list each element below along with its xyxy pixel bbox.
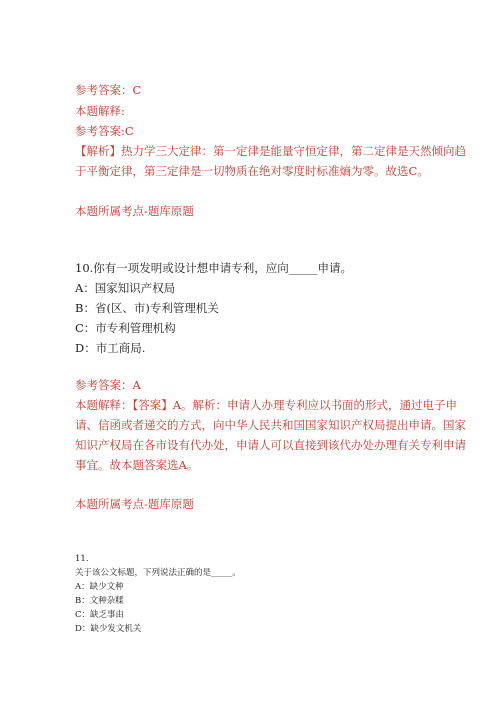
q11-option-a: A：缺少文种 [75, 582, 124, 592]
q10-question: 10.你有一项发明或设计想申请专利，应向_____申请。 [75, 261, 353, 275]
q9-explanation-heading: 本题解释: [75, 104, 125, 118]
q10-reference-answer: 参考答案：A [75, 378, 141, 392]
q9-reference-answer-repeat: 参考答案:C [75, 124, 134, 138]
q11-question: 关于该公文标题，下列说法正确的是_____。 [75, 568, 241, 578]
q10-option-a: A：国家知识产权局 [75, 281, 176, 295]
q10-explanation-line-3: 知识产权局在各市设有代办处，申请人可以直接到该代办处办理有关专利申请 [75, 438, 466, 452]
q10-option-c: C：市专利管理机构 [75, 321, 176, 335]
q11-option-b: B：文种杂糅 [75, 596, 124, 606]
q10-explanation-line-1: 本题解释：【答案】A。解析：申请人办理专利应以书面的形式，通过电子申 [75, 398, 458, 412]
q10-option-b: B：省(区、市)专利管理机关 [75, 301, 219, 315]
q9-analysis-line-1: 【解析】热力学三大定律：第一定律是能量守恒定律，第二定律是天然倾向趋 [75, 144, 466, 158]
q10-option-d: D：市工商局. [75, 341, 146, 355]
q9-source-label: 本题所属考点-题库原题 [75, 204, 194, 218]
q10-explanation-line-4: 事宜。故本题答案选A。 [75, 458, 199, 472]
q11-option-d: D：缺少发文机关 [75, 624, 142, 634]
q9-reference-answer: 参考答案：C [75, 83, 142, 97]
q10-explanation-line-2: 请、信函或者递交的方式，向中华人民共和国国家知识产权局提出申请。国家 [75, 418, 466, 432]
q11-option-c: C：缺乏事由 [75, 610, 125, 620]
q9-analysis-line-2: 于平衡定律，第三定律是一切物质在绝对零度时标准熵为零。故选C。 [75, 164, 429, 178]
q10-source-label: 本题所属考点-题库原题 [75, 497, 194, 511]
q11-number: 11. [75, 554, 89, 564]
